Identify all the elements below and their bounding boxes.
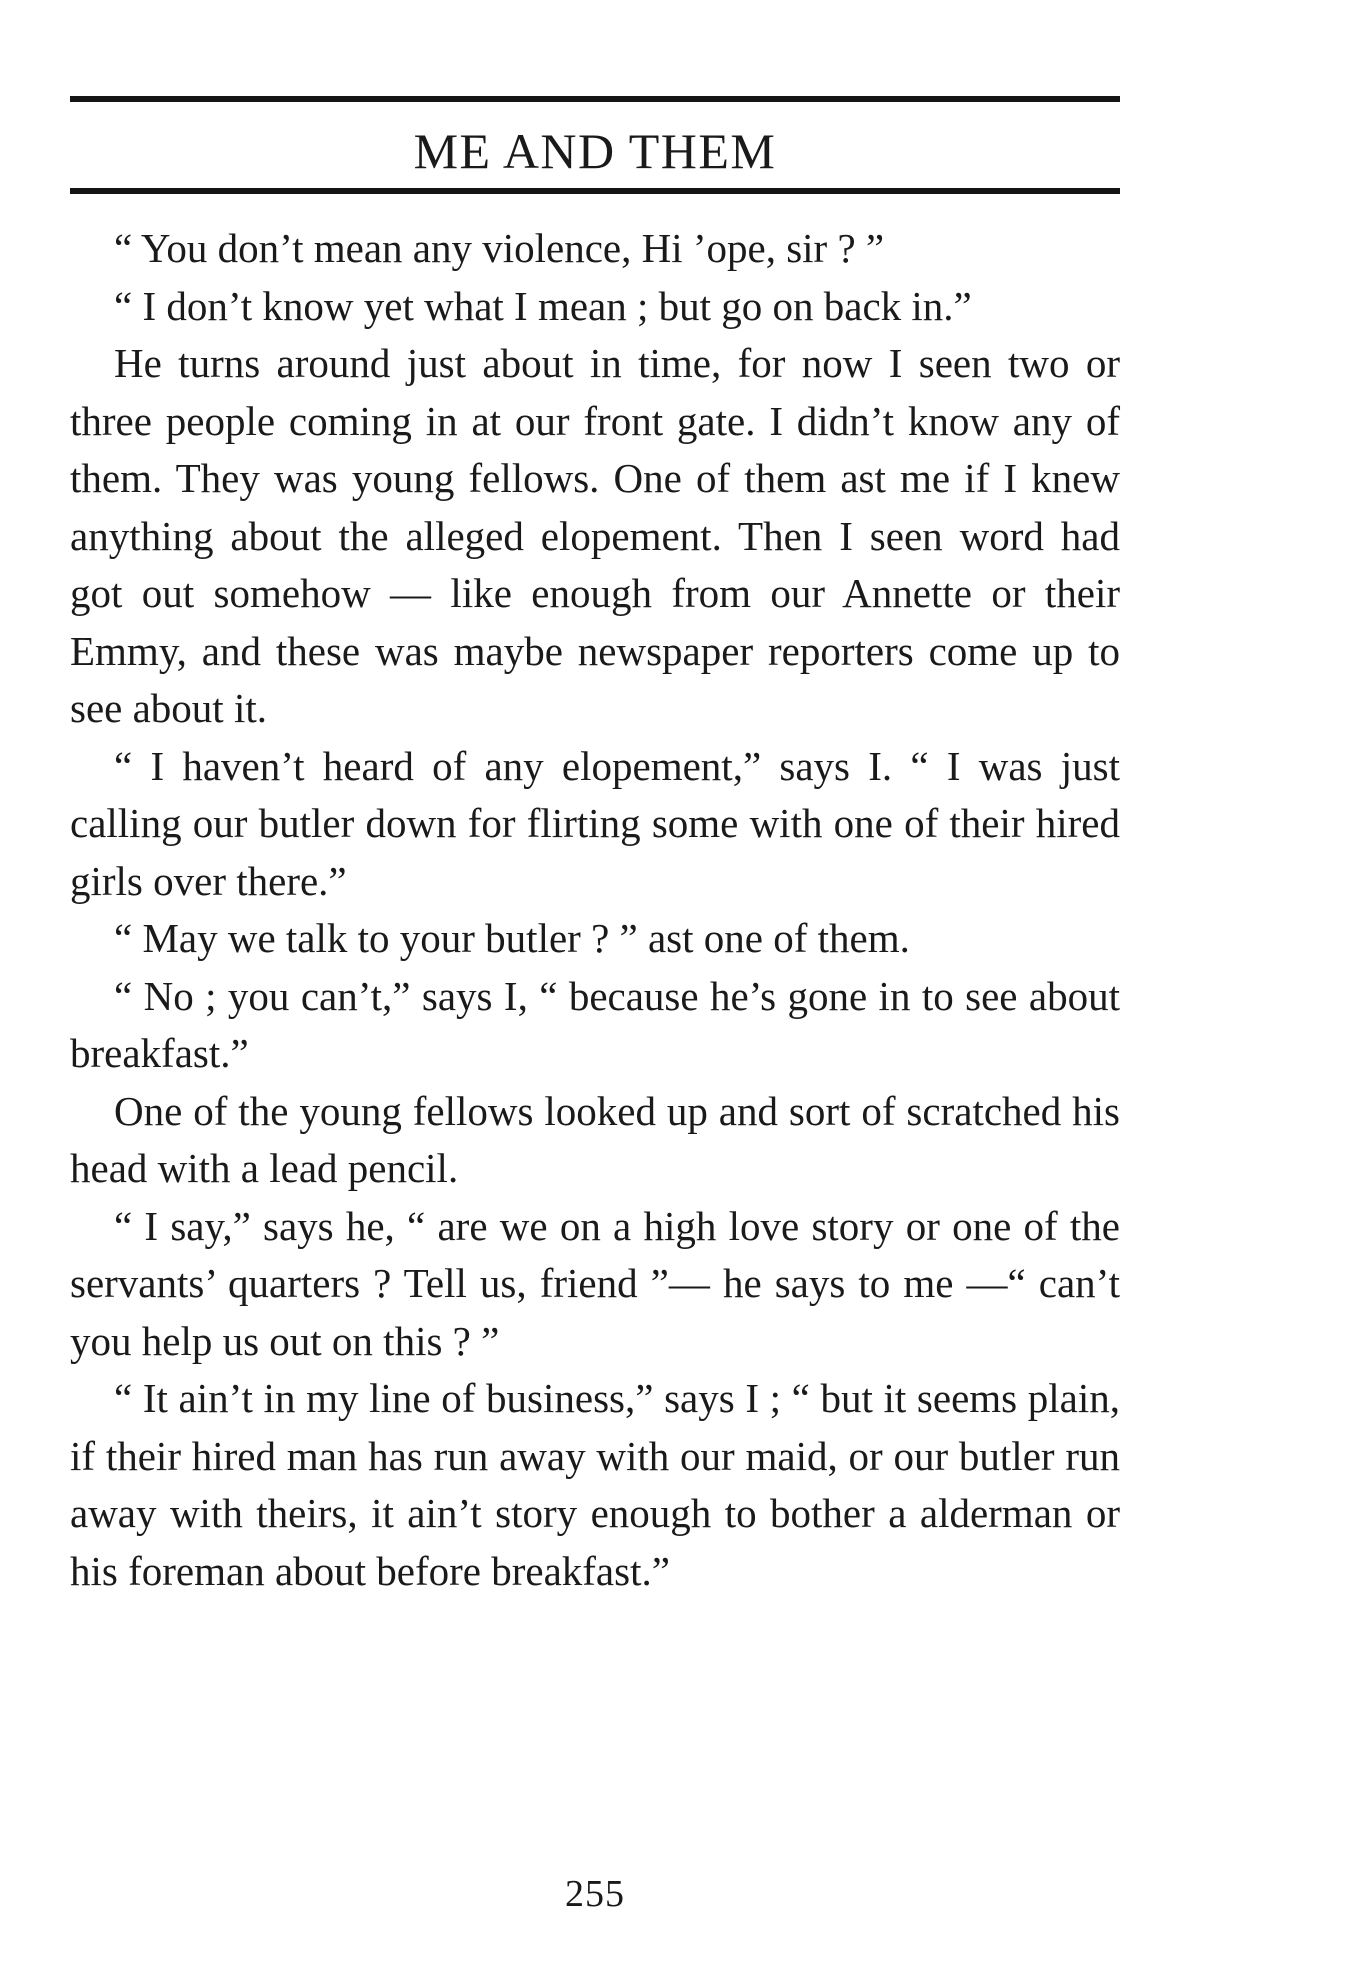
paragraph: “ I say,” says he, “ are we on a high love story or one of the servants’ quarters ? Tell us, friend ”— he says to me —“ can’t you help us out on this ? ” <box>70 1202 1120 1364</box>
paragraph: “ You don’t mean any violence, Hi ’ope, sir ? ” <box>114 225 885 271</box>
running-title: ME AND THEM <box>413 123 777 179</box>
paragraph: “ No ; you can’t,” says I, “ because he’s gone in to see about breakfast.” <box>70 972 1120 1076</box>
paragraph: One of the young fellows looked up and sort of scratched his head with a lead pencil. <box>70 1087 1120 1191</box>
paragraph: He turns around just about in time, for now I seen two or three people coming in at our front gate. I didn’t know any of them. They was young fellows. One of them ast me if I knew anything about the alleged elopement. Then I seen word had got out somehow — like enough from our Annette or their Emmy, and these was maybe newspaper reporters come up to see about it. <box>70 340 1120 731</box>
paragraph: “ It ain’t in my line of business,” says I ; “ but it seems plain, if their hired man has run away with our maid, or our butler run away with theirs, it ain’t story enough to bother a alderman or his foreman about before breakfast.” <box>70 1375 1120 1594</box>
body-text <box>70 220 1120 1600</box>
header-rule-bottom <box>70 188 1120 194</box>
book-page <box>70 96 1120 1915</box>
paragraph: “ I don’t know yet what I mean ; but go on back in.” <box>114 282 972 329</box>
paragraph: “ I haven’t heard of any elopement,” says I. “ I was just calling our butler down for flirting some with one of their hired girls over there.” <box>70 742 1120 904</box>
paragraph: “ May we talk to your butler ? ” ast one of them. <box>114 915 910 961</box>
page-number: 255 <box>565 1873 625 1915</box>
